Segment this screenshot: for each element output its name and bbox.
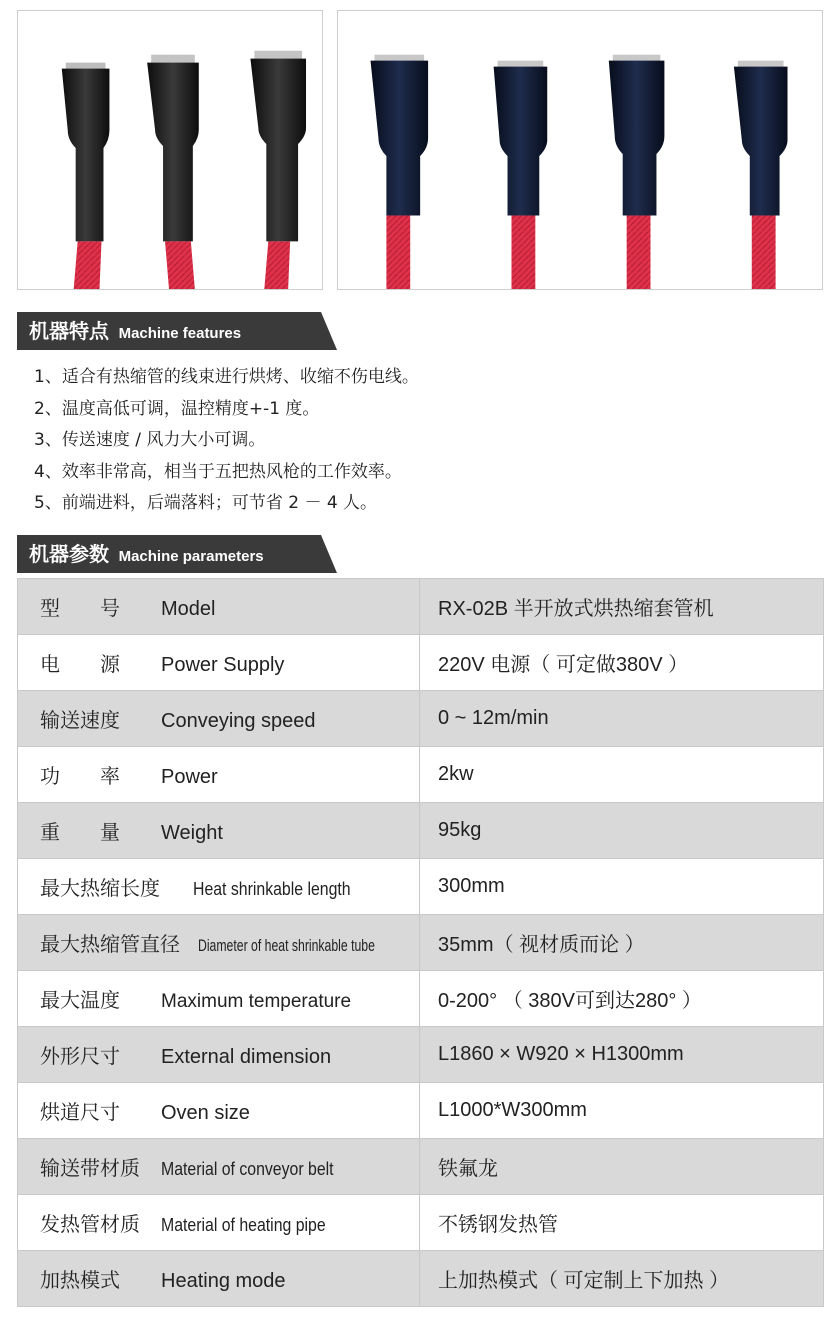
param-label-zh: 最大热缩管直径 [40, 932, 180, 956]
product-photo-navy-terminals [337, 10, 823, 290]
param-label-en: Maximum temperature [161, 991, 352, 1012]
param-value: 不锈钢发热管 [420, 1195, 824, 1251]
param-label-en: Power Supply [161, 654, 285, 676]
param-value: 220V 电源（ 可定做380V ） [420, 635, 824, 691]
param-value: 95kg [420, 803, 824, 859]
parameters-table [17, 578, 824, 1307]
param-value: 上加热模式（ 可定制上下加热 ） [420, 1251, 824, 1307]
param-label-zh: 最大热缩长度 [40, 876, 160, 900]
table-row [18, 859, 824, 915]
feature-item: 5、前端进料，后端落料；可节省 2 － 4 人。 [34, 493, 378, 513]
param-label-en: Diameter of heat shrinkable tube [198, 936, 375, 955]
param-label-en: Heating mode [161, 1270, 286, 1292]
param-label-zh: 重 量 [40, 820, 120, 844]
features-header [17, 312, 337, 350]
navy-sleeve-terminals-image [338, 11, 822, 289]
parameters-title-zh: 机器参数 [29, 542, 109, 566]
param-label-zh: 功 率 [40, 764, 120, 788]
feature-item: 2、温度高低可调，温控精度+-1 度。 [34, 398, 320, 419]
table-row [18, 1251, 824, 1307]
table-row [18, 971, 824, 1027]
table-row [18, 579, 824, 635]
param-label-en: Oven size [161, 1102, 250, 1124]
param-label-en: Material of conveyor belt [161, 1159, 334, 1179]
param-value: 0-200° （ 380V可到达280° ） [420, 971, 824, 1027]
param-value: 铁氟龙 [420, 1139, 824, 1195]
param-value: 2kw [420, 747, 824, 803]
black-sleeve-terminals-image [18, 11, 322, 289]
param-label-zh: 最大温度 [40, 988, 120, 1012]
param-value: L1000*W300mm [420, 1083, 824, 1139]
table-row [18, 747, 824, 803]
parameters-title-en: Machine parameters [118, 548, 264, 565]
param-label-en: Weight [161, 822, 223, 844]
table-row [18, 915, 824, 971]
param-label-en: Model [161, 598, 216, 620]
table-row [18, 691, 824, 747]
param-label-zh: 型 号 [40, 596, 120, 620]
features-title-zh: 机器特点 [29, 319, 109, 343]
param-value: 35mm（ 视材质而论 ） [420, 915, 824, 971]
table-row [18, 1139, 824, 1195]
feature-item: 4、效率非常高，相当于五把热风枪的工作效率。 [34, 461, 402, 482]
param-label-zh: 输送带材质 [40, 1156, 140, 1180]
param-label-zh: 发热管材质 [40, 1212, 140, 1236]
feature-item: 3、传送速度 / 风力大小可调。 [34, 430, 266, 450]
param-label-zh: 输送速度 [40, 708, 120, 732]
product-photo-black-terminals [17, 10, 323, 290]
table-row [18, 1083, 824, 1139]
param-label-en: Heat shrinkable length [193, 879, 351, 899]
param-label-zh: 加热模式 [40, 1268, 120, 1292]
table-row [18, 1027, 824, 1083]
table-row [18, 1195, 824, 1251]
param-label-en: External dimension [161, 1046, 332, 1068]
param-value: 300mm [420, 859, 824, 915]
table-row [18, 803, 824, 859]
features-title-en: Machine features [118, 325, 242, 342]
table-row [18, 635, 824, 691]
param-label-zh: 电 源 [40, 652, 120, 676]
param-value: 0 ~ 12m/min [420, 691, 824, 747]
param-value: L1860 × W920 × H1300mm [420, 1027, 824, 1083]
param-value: RX-02B 半开放式烘热缩套管机 [420, 579, 824, 635]
parameters-header [17, 535, 337, 573]
param-label-en: Conveying speed [161, 710, 316, 732]
param-label-zh: 外形尺寸 [40, 1044, 120, 1068]
param-label-en: Power [161, 766, 218, 788]
param-label-en: Material of heating pipe [161, 1215, 326, 1235]
param-label-zh: 烘道尺寸 [40, 1100, 120, 1124]
features-list [34, 362, 419, 520]
feature-item: 1、适合有热缩管的线束进行烘烤、收缩不伤电线。 [34, 367, 419, 387]
